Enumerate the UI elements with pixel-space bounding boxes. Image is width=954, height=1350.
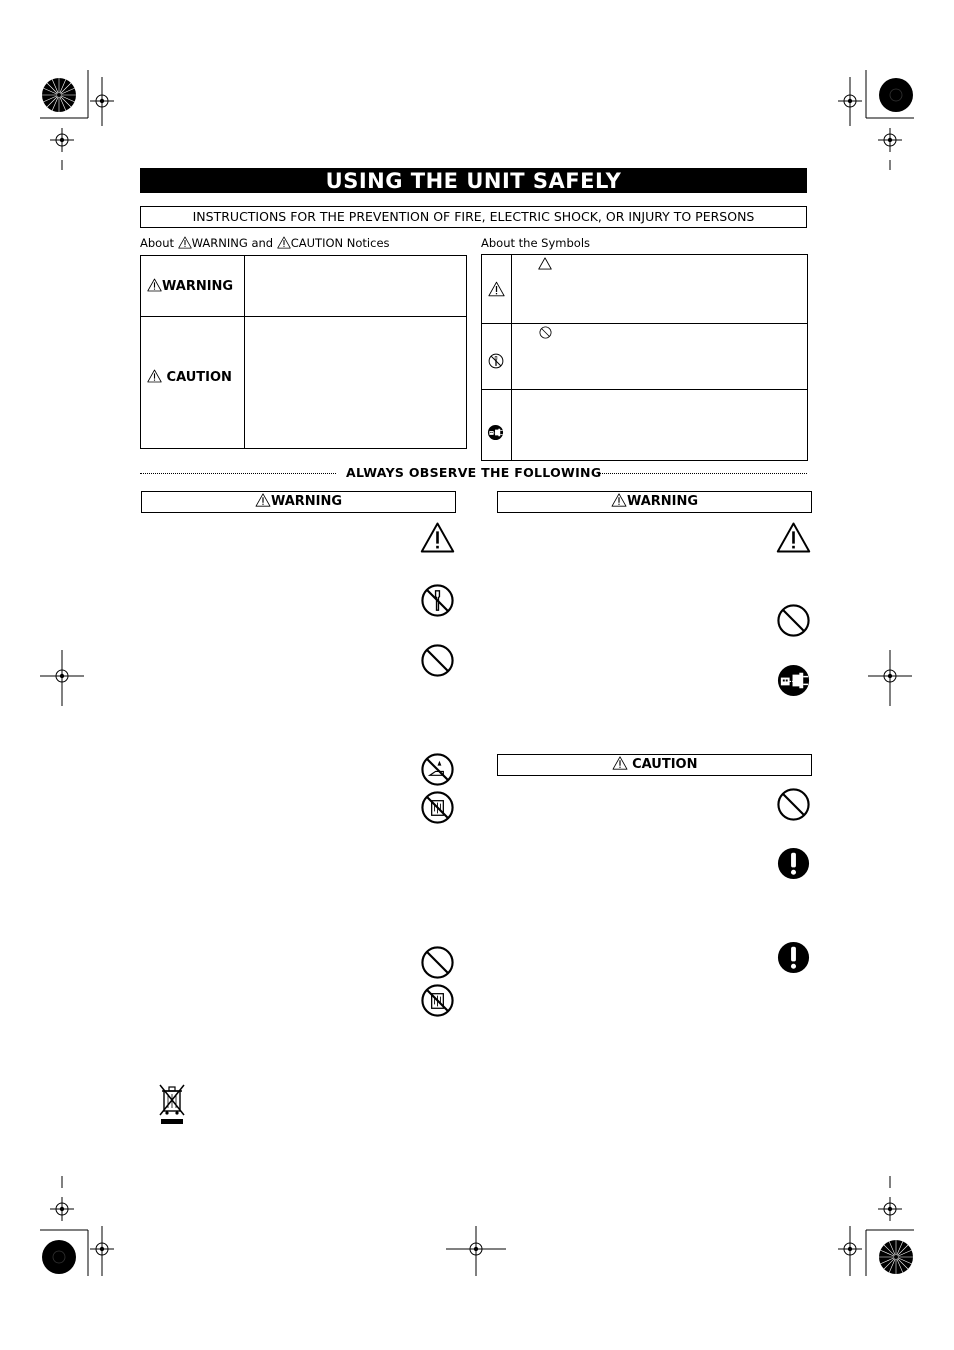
right-caution-header-text: CAUTION bbox=[632, 757, 698, 772]
notices-heading-notices: Notices bbox=[346, 236, 390, 250]
weee-bin-icon bbox=[158, 1083, 186, 1125]
no-wet-hands-icon bbox=[420, 752, 455, 787]
prohibition-icon bbox=[539, 326, 552, 339]
unplug-icon bbox=[487, 424, 504, 441]
warning-triangle-icon bbox=[147, 369, 162, 383]
page-subtitle: INSTRUCTIONS FOR THE PREVENTION OF FIRE, ELECTRIC SHOCK, OR INJURY TO PERSONS bbox=[140, 206, 807, 228]
right-warning-header-text: WARNING bbox=[626, 494, 699, 509]
warning-triangle-icon bbox=[255, 493, 271, 507]
symbols-table bbox=[481, 254, 808, 461]
symbols-table-divider bbox=[511, 255, 512, 460]
warning-triangle-icon bbox=[420, 521, 455, 554]
left-warning-header bbox=[141, 491, 456, 513]
notices-caution-text: CAUTION bbox=[166, 370, 232, 385]
right-warning-header bbox=[497, 491, 812, 513]
open-triangle-icon bbox=[538, 257, 552, 270]
no-disassemble-icon bbox=[420, 583, 455, 618]
no-water-icon bbox=[420, 790, 455, 825]
symbols-heading: About the Symbols bbox=[481, 236, 591, 250]
notices-warning-text: WARNING bbox=[162, 279, 234, 294]
always-observe-heading: ALWAYS OBSERVE THE FOLLOWING bbox=[346, 465, 602, 480]
unplug-icon bbox=[776, 663, 811, 698]
notices-heading-about: About bbox=[140, 236, 175, 250]
warning-triangle-icon bbox=[488, 281, 505, 297]
prohibition-icon bbox=[420, 643, 455, 678]
warning-triangle-icon bbox=[612, 756, 628, 770]
notices-heading-warning: WARNING bbox=[191, 236, 248, 250]
warning-triangle-icon bbox=[147, 278, 162, 292]
symbols-row-divider bbox=[482, 323, 807, 324]
warning-triangle-icon bbox=[776, 521, 811, 554]
notices-table-divider bbox=[244, 256, 245, 448]
prohibition-disassemble-icon bbox=[488, 353, 504, 369]
prohibition-icon bbox=[776, 603, 811, 638]
notices-warning-label bbox=[147, 278, 233, 294]
right-caution-header bbox=[497, 754, 812, 776]
prohibition-icon bbox=[420, 945, 455, 980]
page-title: USING THE UNIT SAFELY bbox=[140, 168, 807, 193]
no-water-icon bbox=[420, 983, 455, 1018]
notices-heading-caution: CAUTION bbox=[290, 236, 344, 250]
mandatory-action-icon bbox=[776, 940, 811, 975]
left-warning-header-text: WARNING bbox=[270, 494, 343, 509]
prohibition-icon bbox=[776, 787, 811, 822]
warning-triangle-icon bbox=[277, 236, 291, 249]
divider-left bbox=[140, 473, 336, 474]
warning-triangle-icon bbox=[611, 493, 627, 507]
symbols-row-divider bbox=[482, 389, 807, 390]
mandatory-action-icon bbox=[776, 846, 811, 881]
notices-table bbox=[140, 255, 467, 449]
warning-triangle-icon bbox=[178, 236, 192, 249]
divider-right bbox=[600, 473, 807, 474]
notices-caution-label bbox=[147, 369, 232, 385]
notices-heading-and: and bbox=[251, 236, 274, 250]
notices-heading bbox=[140, 236, 390, 250]
